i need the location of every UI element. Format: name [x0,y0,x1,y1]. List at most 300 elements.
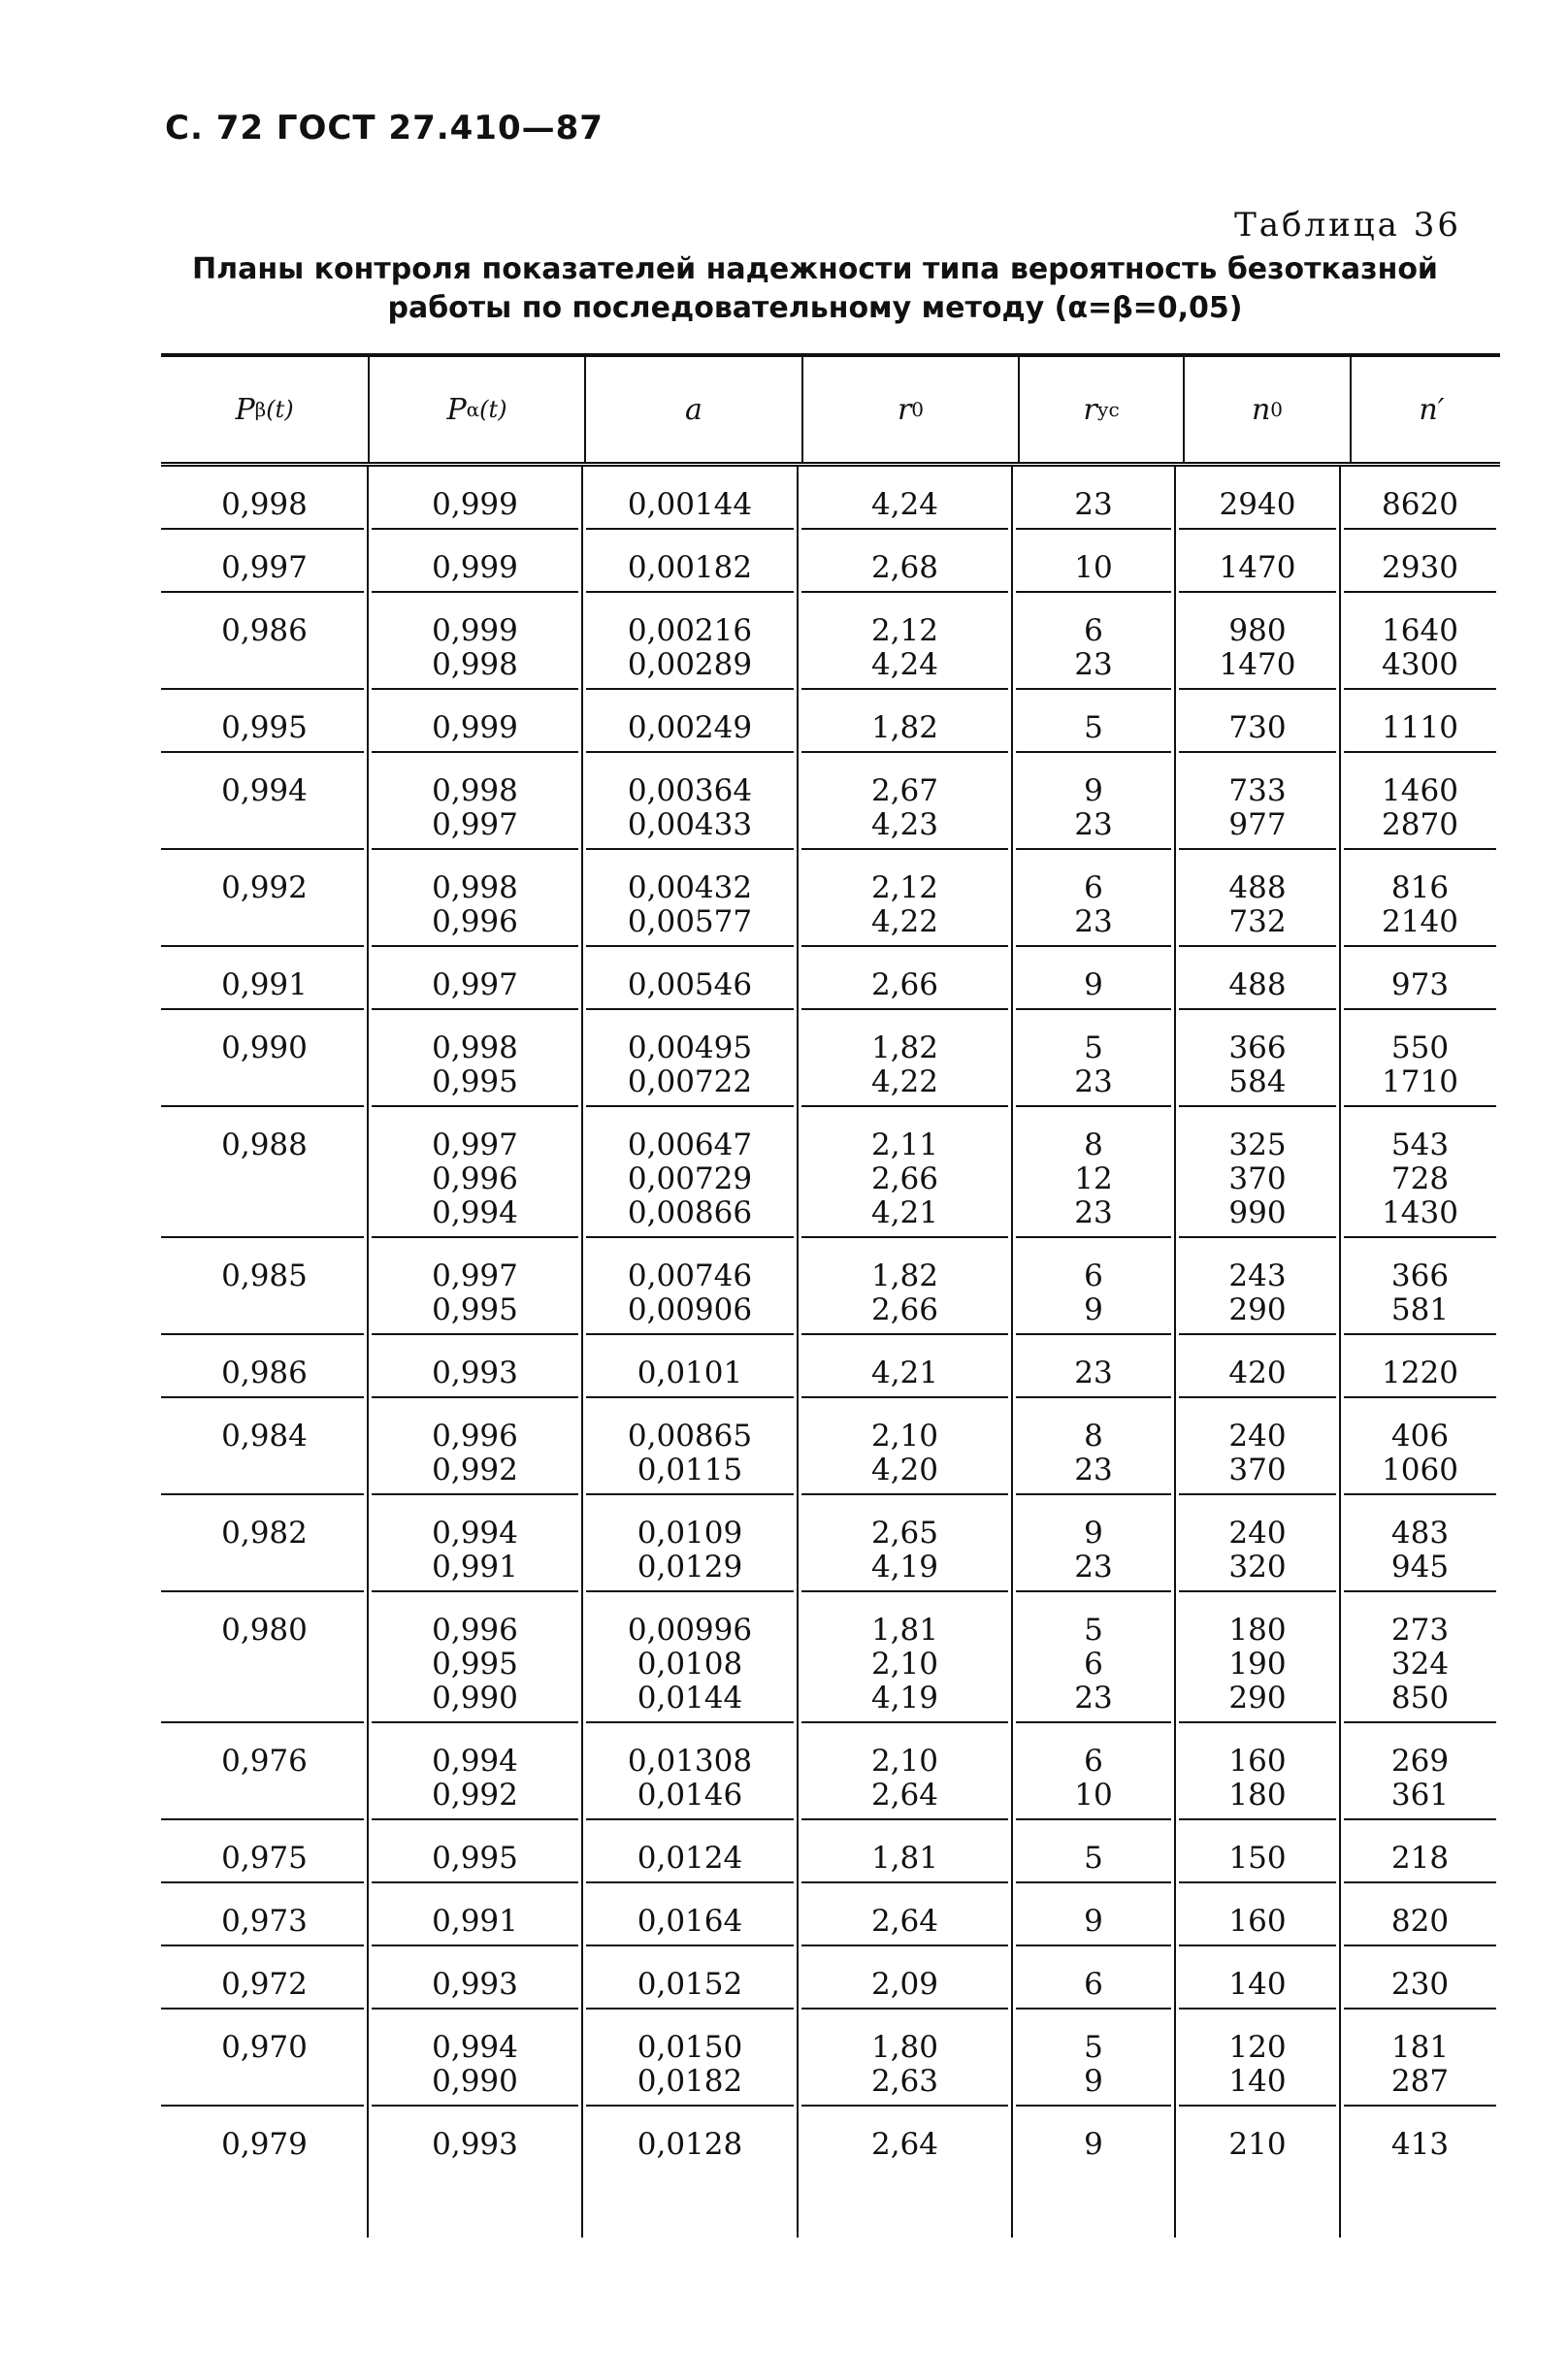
cell-value: 0,00216 [627,613,753,648]
cell-pa [368,1745,582,1813]
table-group [161,2107,1500,2170]
cell-value: 2,64 [870,1904,939,1939]
table-group [161,1946,1500,2010]
cell-rus [1012,774,1175,842]
cell-p-beta: 0,986 [221,613,308,648]
cell-a [582,2031,798,2099]
cell-a [582,1356,798,1390]
cell-value: 0,995 [432,1292,518,1327]
cell-rus [1012,614,1175,682]
cell-nprime [1340,1842,1500,1876]
cell-value: 0,00289 [627,647,753,682]
cell-value: 6 [1084,1967,1103,2002]
cell-value: 0,998 [432,1030,518,1065]
cell-rus [1012,711,1175,745]
cell-value: 0,998 [432,773,518,808]
cell-n0 [1175,1128,1340,1230]
cell-value: 8620 [1382,487,1458,522]
cell-value: 2,10 [870,1744,939,1779]
cell-n0 [1175,1842,1340,1876]
cell-a [582,1905,798,1939]
cell-value: 0,0128 [637,2127,743,2162]
cell-value: 9 [1084,1904,1103,1939]
cell-pa [368,871,582,939]
cell-rus [1012,1905,1175,1939]
cell-p-beta: 0,990 [221,1030,308,1065]
cell-nprime [1340,2031,1500,2099]
table-group [161,1723,1500,1820]
cell-value: 243 [1228,1258,1287,1293]
cell-value: 210 [1228,2127,1287,2162]
header-n0-base: n [1251,392,1271,427]
table-title-line-2: работы по последовательному методу (α=β=0,05) [387,291,1243,325]
cell-value: 0,01308 [627,1744,753,1779]
cell-value: 366 [1228,1030,1287,1065]
header-pb-arg: (t) [266,396,294,423]
cell-value: 0,00722 [627,1064,753,1099]
cell-value: 0,00364 [627,773,753,808]
cell-pa [368,1517,582,1585]
cell-n0 [1175,1614,1340,1716]
cell-value: 160 [1228,1744,1287,1779]
cell-n0 [1175,2128,1340,2162]
cell-a [582,1614,798,1716]
cell-r0 [798,551,1012,585]
cell-value: 10 [1074,1778,1113,1813]
cell-value: 0,997 [432,807,518,842]
cell-value: 1060 [1382,1453,1458,1487]
cell-p-beta: 0,973 [221,1904,308,1939]
page-header: С. 72 ГОСТ 27.410—87 [165,109,604,147]
cell-value: 732 [1228,904,1287,939]
cell-value: 6 [1084,613,1103,648]
cell-value: 2,66 [870,967,939,1002]
cell-value: 120 [1228,2030,1287,2065]
cell-a [582,968,798,1002]
cell-value: 2,64 [870,2127,939,2162]
cell-value: 23 [1074,904,1113,939]
cell-value: 1110 [1382,710,1458,745]
cell-value: 0,996 [432,1613,518,1648]
header-rus [1018,357,1183,462]
cell-a [582,488,798,522]
cell-value: 973 [1390,967,1450,1002]
cell-r0 [798,1128,1012,1230]
cell-value: 0,00577 [627,904,753,939]
cell-n0 [1175,488,1340,522]
header-pa-arg: (t) [479,396,507,423]
cell-a [582,1420,798,1487]
cell-a [582,711,798,745]
cell-value: 2,11 [870,1127,939,1162]
cell-a [582,1031,798,1099]
cell-a [582,551,798,585]
cell-value: 2930 [1382,550,1458,585]
cell-value: 4,19 [870,1681,939,1716]
cell-value: 4,24 [870,647,939,682]
cell-value: 4,19 [870,1550,939,1585]
cell-value: 290 [1228,1681,1287,1716]
cell-value: 820 [1390,1904,1450,1939]
cell-value: 1,80 [870,2030,939,2065]
table-group [161,753,1500,850]
cell-value: 1,81 [870,1613,939,1648]
cell-value: 9 [1084,2064,1103,2099]
cell-value: 550 [1390,1030,1450,1065]
cell-value: 2,10 [870,1419,939,1454]
cell-value: 5 [1084,1030,1103,1065]
cell-value: 290 [1228,1292,1287,1327]
cell-value: 23 [1074,1356,1113,1390]
cell-nprime [1340,774,1500,842]
cell-pa [368,2128,582,2162]
cell-value: 190 [1228,1647,1287,1682]
cell-value: 2940 [1219,487,1296,522]
cell-value: 977 [1228,807,1287,842]
cell-nprime [1340,1420,1500,1487]
cell-value: 420 [1228,1356,1287,1390]
cell-value: 1,82 [870,1258,939,1293]
cell-nprime [1340,1259,1500,1327]
header-n0 [1183,357,1350,462]
cell-value: 0,00546 [627,967,753,1002]
cell-value: 0,0109 [637,1516,743,1551]
cell-nprime [1340,1745,1500,1813]
cell-value: 0,996 [432,1419,518,1454]
cell-n0 [1175,614,1340,682]
cell-value: 361 [1390,1778,1450,1813]
cell-value: 2,10 [870,1647,939,1682]
cell-value: 1,82 [870,1030,939,1065]
cell-pa [368,1259,582,1327]
cell-value: 2,68 [870,550,939,585]
cell-value: 0,994 [432,1195,518,1230]
cell-r0 [798,1614,1012,1716]
cell-value: 0,0108 [637,1647,743,1682]
cell-p-beta: 0,982 [221,1516,308,1551]
cell-rus [1012,1517,1175,1585]
cell-value: 0,0129 [637,1550,743,1585]
cell-value: 730 [1228,710,1287,745]
header-r0 [801,357,1018,462]
cell-pa [368,1905,582,1939]
header-pa-base: P [446,392,467,427]
cell-rus [1012,2031,1175,2099]
cell-value: 324 [1390,1647,1450,1682]
cell-value: 0,00432 [627,870,753,905]
cell-p-beta: 0,972 [221,1967,308,2002]
cell-a [582,1517,798,1585]
cell-value: 23 [1074,487,1113,522]
cell-nprime [1340,968,1500,1002]
cell-value: 23 [1074,807,1113,842]
cell-value: 0,990 [432,2064,518,2099]
cell-a [582,871,798,939]
cell-value: 0,998 [432,870,518,905]
cell-value: 180 [1228,1778,1287,1813]
header-rus-subscript: ус [1096,398,1120,421]
cell-nprime [1340,551,1500,585]
cell-nprime [1340,1905,1500,1939]
cell-value: 0,0101 [637,1356,743,1390]
cell-value: 180 [1228,1613,1287,1648]
table-group [161,1592,1500,1723]
cell-n0 [1175,1968,1340,2002]
cell-r0 [798,2031,1012,2099]
cell-r0 [798,1517,1012,1585]
cell-value: 4,22 [870,1064,939,1099]
cell-p-beta: 0,980 [221,1613,308,1648]
table-body [161,467,1500,2238]
cell-pa [368,614,582,682]
header-a-base: a [685,392,702,427]
cell-value: 2,63 [870,2064,939,2099]
cell-value: 320 [1228,1550,1287,1585]
cell-value: 0,990 [432,1681,518,1716]
header-pb [161,357,368,462]
cell-value: 5 [1084,1841,1103,1876]
cell-nprime [1340,1968,1500,2002]
cell-value: 23 [1074,1453,1113,1487]
cell-value: 6 [1084,1258,1103,1293]
cell-p-beta: 0,970 [221,2030,308,2065]
cell-value: 8 [1084,1419,1103,1454]
cell-value: 2,64 [870,1778,939,1813]
cell-pa [368,774,582,842]
cell-value: 240 [1228,1419,1287,1454]
cell-a [582,1128,798,1230]
cell-value: 488 [1228,870,1287,905]
table-group [161,2010,1500,2107]
cell-value: 584 [1228,1064,1287,1099]
cell-nprime [1340,871,1500,939]
cell-value: 5 [1084,710,1103,745]
cell-value: 0,00729 [627,1161,753,1196]
cell-value: 0,0124 [637,1841,743,1876]
cell-r0 [798,1905,1012,1939]
cell-value: 23 [1074,1681,1113,1716]
cell-value: 4,23 [870,807,939,842]
table-group [161,593,1500,690]
cell-rus [1012,1968,1175,2002]
cell-pa [368,711,582,745]
cell-n0 [1175,1356,1340,1390]
table-group [161,1398,1500,1495]
reliability-table [161,353,1500,2238]
cell-p-beta: 0,994 [221,773,308,808]
cell-value: 2,67 [870,773,939,808]
cell-value: 2140 [1382,904,1458,939]
cell-value: 0,993 [432,1356,518,1390]
cell-nprime [1340,2128,1500,2162]
cell-nprime [1340,614,1500,682]
cell-value: 5 [1084,1613,1103,1648]
cell-n0 [1175,1031,1340,1099]
cell-p-beta: 0,998 [221,487,308,522]
cell-pa [368,1128,582,1230]
cell-r0 [798,1356,1012,1390]
cell-r0 [798,1420,1012,1487]
cell-value: 287 [1390,2064,1450,2099]
cell-value: 850 [1390,1681,1450,1716]
cell-rus [1012,968,1175,1002]
cell-n0 [1175,2031,1340,2099]
header-r0-subscript: 0 [911,398,925,421]
cell-value: 990 [1228,1195,1287,1230]
cell-value: 1470 [1219,550,1296,585]
cell-value: 4,22 [870,904,939,939]
table-title-line-1: Планы контроля показателей надежности типа вероятность безотказной [192,252,1438,286]
cell-value: 413 [1390,2127,1450,2162]
cell-value: 0,00865 [627,1419,753,1454]
cell-value: 945 [1390,1550,1450,1585]
cell-value: 1,81 [870,1841,939,1876]
cell-value: 0,00433 [627,807,753,842]
cell-r0 [798,774,1012,842]
cell-rus [1012,1259,1175,1327]
cell-p-beta: 0,985 [221,1258,308,1293]
cell-rus [1012,1128,1175,1230]
cell-value: 23 [1074,1195,1113,1230]
cell-value: 0,0115 [637,1453,743,1487]
cell-value: 2,12 [870,613,939,648]
cell-value: 0,994 [432,1516,518,1551]
cell-rus [1012,1356,1175,1390]
cell-value: 9 [1084,1292,1103,1327]
cell-value: 269 [1390,1744,1450,1779]
table-group [161,1495,1500,1592]
table-group [161,530,1500,593]
cell-value: 23 [1074,1064,1113,1099]
cell-r0 [798,1031,1012,1099]
cell-value: 2,09 [870,1967,939,2002]
cell-r0 [798,1259,1012,1327]
table-group [161,1883,1500,1946]
cell-value: 0,0164 [637,1904,743,1939]
cell-value: 0,998 [432,647,518,682]
cell-r0 [798,711,1012,745]
cell-value: 2,66 [870,1292,939,1327]
cell-r0 [798,488,1012,522]
cell-pa [368,1031,582,1099]
cell-value: 9 [1084,1516,1103,1551]
cell-value: 0,995 [432,1647,518,1682]
cell-rus [1012,1745,1175,1813]
cell-p-beta: 0,995 [221,710,308,745]
cell-value: 2,12 [870,870,939,905]
cell-pa [368,1614,582,1716]
cell-value: 0,994 [432,2030,518,2065]
cell-r0 [798,2128,1012,2162]
cell-value: 728 [1390,1161,1450,1196]
cell-value: 6 [1084,1744,1103,1779]
cell-value: 0,00144 [627,487,753,522]
cell-value: 0,999 [432,487,518,522]
cell-value: 160 [1228,1904,1287,1939]
cell-p-beta: 0,992 [221,870,308,905]
cell-value: 0,997 [432,1258,518,1293]
cell-nprime [1340,711,1500,745]
cell-r0 [798,871,1012,939]
cell-value: 23 [1074,1550,1113,1585]
cell-value: 4,24 [870,487,939,522]
cell-r0 [798,1842,1012,1876]
cell-rus [1012,551,1175,585]
cell-p-beta: 0,988 [221,1127,308,1162]
cell-value: 0,995 [432,1064,518,1099]
table-label: Таблица 36 [1234,206,1461,245]
cell-rus [1012,1420,1175,1487]
cell-value: 9 [1084,773,1103,808]
header-r0-base: r [897,392,912,427]
cell-value: 4,21 [870,1195,939,1230]
cell-rus [1012,2128,1175,2162]
cell-value: 0,0150 [637,2030,743,2065]
cell-value: 0,0146 [637,1778,743,1813]
cell-value: 0,991 [432,1904,518,1939]
cell-rus [1012,1031,1175,1099]
cell-value: 0,999 [432,613,518,648]
header-pb-base: P [235,392,255,427]
cell-value: 1470 [1219,647,1296,682]
cell-a [582,614,798,682]
cell-value: 218 [1390,1841,1450,1876]
cell-p-beta: 0,984 [221,1419,308,1454]
cell-value: 0,997 [432,967,518,1002]
cell-pa [368,1842,582,1876]
cell-nprime [1340,1128,1500,1230]
cell-value: 325 [1228,1127,1287,1162]
cell-value: 4300 [1382,647,1458,682]
cell-p-beta: 0,986 [221,1356,308,1390]
table-group [161,1107,1500,1238]
cell-value: 140 [1228,2064,1287,2099]
cell-value: 581 [1390,1292,1450,1327]
cell-value: 0,00866 [627,1195,753,1230]
table-group [161,1820,1500,1883]
table-group [161,690,1500,753]
cell-r0 [798,1968,1012,2002]
cell-rus [1012,1842,1175,1876]
cell-value: 5 [1084,2030,1103,2065]
header-rus-base: r [1083,392,1097,427]
cell-value: 483 [1390,1516,1450,1551]
cell-value: 366 [1390,1258,1450,1293]
header-nprime-base: n′ [1419,392,1445,427]
cell-value: 1430 [1382,1195,1458,1230]
cell-value: 0,999 [432,710,518,745]
cell-pa [368,2031,582,2099]
cell-value: 0,00182 [627,550,753,585]
cell-value: 23 [1074,647,1113,682]
cell-pa [368,488,582,522]
cell-value: 0,997 [432,1127,518,1162]
cell-value: 6 [1084,1647,1103,1682]
cell-a [582,1259,798,1327]
cell-nprime [1340,1614,1500,1716]
cell-nprime [1340,1356,1500,1390]
cell-value: 9 [1084,2127,1103,2162]
table-title [165,250,1465,328]
cell-value: 543 [1390,1127,1450,1162]
cell-value: 370 [1228,1453,1287,1487]
cell-a [582,774,798,842]
cell-n0 [1175,871,1340,939]
cell-p-beta: 0,975 [221,1841,308,1876]
cell-pa [368,1356,582,1390]
cell-r0 [798,968,1012,1002]
cell-value: 273 [1390,1613,1450,1648]
